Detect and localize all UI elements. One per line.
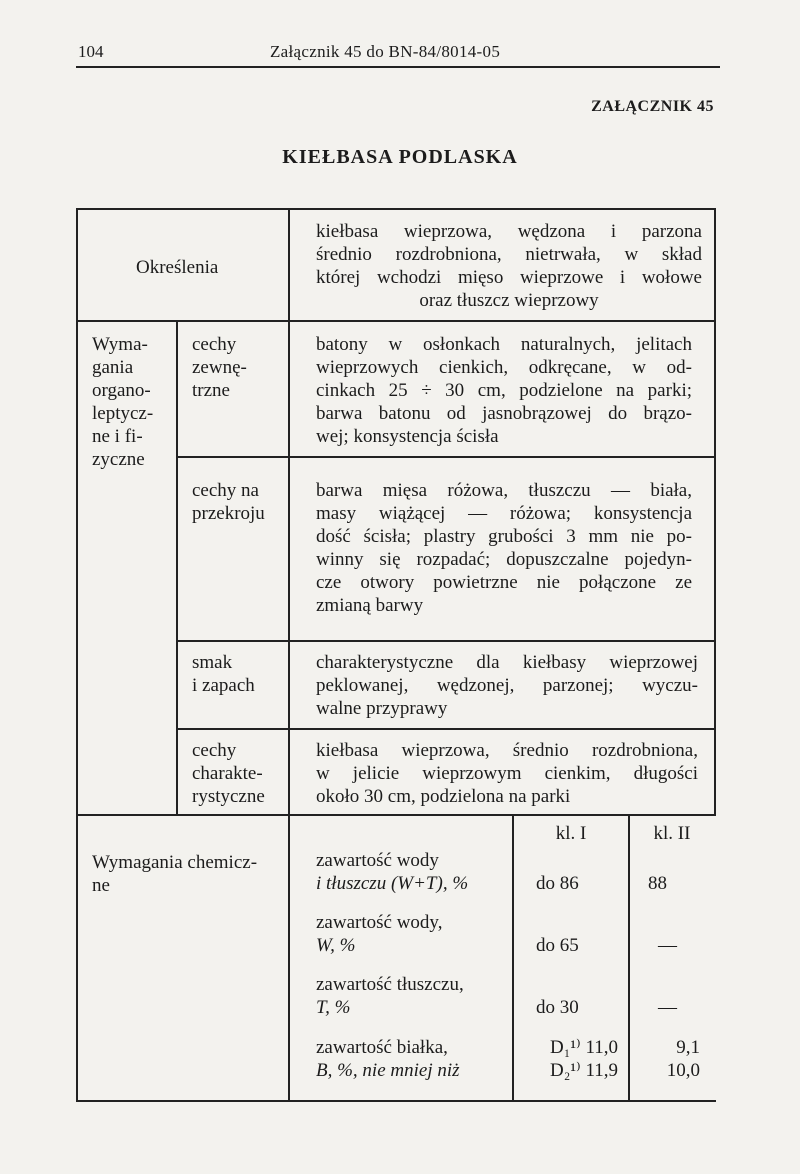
text-line: około 30 cm, podzielona na parki (316, 786, 571, 807)
text-line: 10,0 (666, 1060, 700, 1081)
text-line: i tłuszczu (W+T), % (316, 873, 469, 894)
table-rule-feature-1 (176, 456, 716, 458)
annex-label: ZAŁĄCZNIK 45 (591, 98, 714, 115)
definition-text (316, 220, 702, 312)
text-line: wej; konsystencja ścisła (316, 426, 499, 447)
text-line: w jelicie wieprzowym cienkim, długości (316, 763, 698, 784)
feature-external (192, 333, 247, 402)
text-line: zawartość wody, (316, 912, 443, 933)
table-rule-left (76, 208, 78, 1102)
text-line: B, %, nie mniej niż (316, 1060, 460, 1081)
text-line: walne przyprawy (316, 698, 448, 719)
text-line: cechy na (192, 480, 259, 501)
text-line: D₂¹⁾ 11,9 (549, 1060, 618, 1081)
table-rule-col2 (288, 208, 290, 1102)
document-title: KIEŁBASA PODLASKA (282, 146, 518, 168)
table-rule-top (76, 208, 716, 210)
text-line: masy wiążącej — różowa; konsystencja (316, 503, 692, 524)
text-line: barwa batonu od jasnobrązowej do brązo- (316, 403, 692, 424)
text-line: 9,1 (676, 1037, 700, 1058)
table-rule-col1 (176, 320, 178, 816)
text-line: D₁¹⁾ 11,0 (549, 1037, 618, 1058)
table-rule-chemical (76, 814, 716, 816)
text-line: której wchodzi mięso wieprzowe i wołowe (316, 267, 702, 288)
definition-label: Określenia (136, 257, 219, 278)
running-title: Załącznik 45 do BN-84/8014-05 (270, 42, 501, 61)
feature-cross-section (192, 479, 265, 525)
kl1-water-fat: do 86 (536, 873, 579, 894)
text-line: T, % (316, 997, 351, 1018)
text-line: winny się rozpadać; dopuszczalne pojedyn- (316, 549, 692, 570)
text-line: cechy (192, 334, 237, 355)
text-line: zawartość wody (316, 850, 439, 871)
text-line: zawartość tłuszczu, (316, 974, 464, 995)
text-line: zewnę- (192, 357, 247, 378)
chemical-label (92, 851, 257, 897)
table-rule-right (714, 208, 716, 816)
kl2-water-fat: 88 (648, 873, 667, 894)
text-line: W, % (316, 935, 356, 956)
text-line: leptycz- (92, 403, 154, 424)
page-number: 104 (78, 42, 104, 61)
text-line: Wymagania chemicz- (92, 852, 258, 873)
text-line: przekroju (192, 503, 265, 524)
text-line: dość ścisła; plastry grubości 3 mm nie po- (316, 526, 692, 547)
table-rule-definition (76, 320, 716, 322)
kl1-fat: do 30 (536, 997, 579, 1018)
param-water-fat (316, 849, 468, 895)
text-line: i zapach (192, 675, 255, 696)
text-line: kiełbasa wieprzowa, wędzona i parzona (316, 221, 702, 242)
text-line: cze otwory powietrzne nie połączone ze (316, 572, 692, 593)
text-line: oraz tłuszcz wieprzowy (419, 290, 599, 311)
text-line: gania (92, 357, 134, 378)
text-line: batony w osłonkach naturalnych, jelitach (316, 334, 692, 355)
kl2-water: — (658, 935, 677, 956)
text-line: charakterystyczne dla kiełbasy wieprzowej (316, 652, 698, 673)
text-line: wieprzowych cienkich, odkręcane, w od- (316, 357, 692, 378)
text-line: ne i fi- (92, 426, 143, 447)
feature-taste-smell-desc (316, 651, 698, 720)
table-rule-feature-3 (176, 728, 716, 730)
kl1-protein (514, 1036, 618, 1082)
header-rule (76, 66, 720, 68)
feature-external-desc (316, 333, 692, 448)
text-line: trzne (192, 380, 230, 401)
text-line: zyczne (92, 449, 145, 470)
text-line: średnio rozdrobniona, nietrwała, w skład (316, 244, 702, 265)
text-line: zmianą barwy (316, 595, 424, 616)
text-line: cinkach 25 ÷ 30 cm, podzielone na parki; (316, 380, 692, 401)
text-line: peklowanej, wędzonej, parzonej; wyczu- (316, 675, 698, 696)
kl1-water: do 65 (536, 935, 579, 956)
text-line: charakte- (192, 763, 263, 784)
kl2-protein (630, 1036, 700, 1082)
text-line: rystyczne (192, 786, 265, 807)
organoleptic-label (92, 333, 170, 471)
text-line: organo- (92, 380, 151, 401)
table-rule-feature-2 (176, 640, 716, 642)
text-line: cechy (192, 740, 237, 761)
class-header-1: kl. I (555, 823, 587, 844)
feature-characteristic-desc (316, 739, 698, 808)
text-line: Wyma- (92, 334, 148, 355)
class-header-2: kl. II (653, 823, 691, 844)
param-protein (316, 1036, 460, 1082)
text-line: barwa mięsa różowa, tłuszczu — biała, (316, 480, 692, 501)
feature-cross-section-desc (316, 479, 692, 617)
table-rule-bottom (76, 1100, 716, 1102)
text-line: smak (192, 652, 233, 673)
text-line: kiełbasa wieprzowa, średnio rozdrobniona, (316, 740, 698, 761)
text-line: zawartość białka, (316, 1037, 448, 1058)
param-fat (316, 973, 464, 1019)
kl2-fat: — (658, 997, 677, 1018)
feature-characteristic (192, 739, 265, 808)
text-line: ne (92, 875, 110, 896)
param-water (316, 911, 442, 957)
feature-taste-smell (192, 651, 255, 697)
